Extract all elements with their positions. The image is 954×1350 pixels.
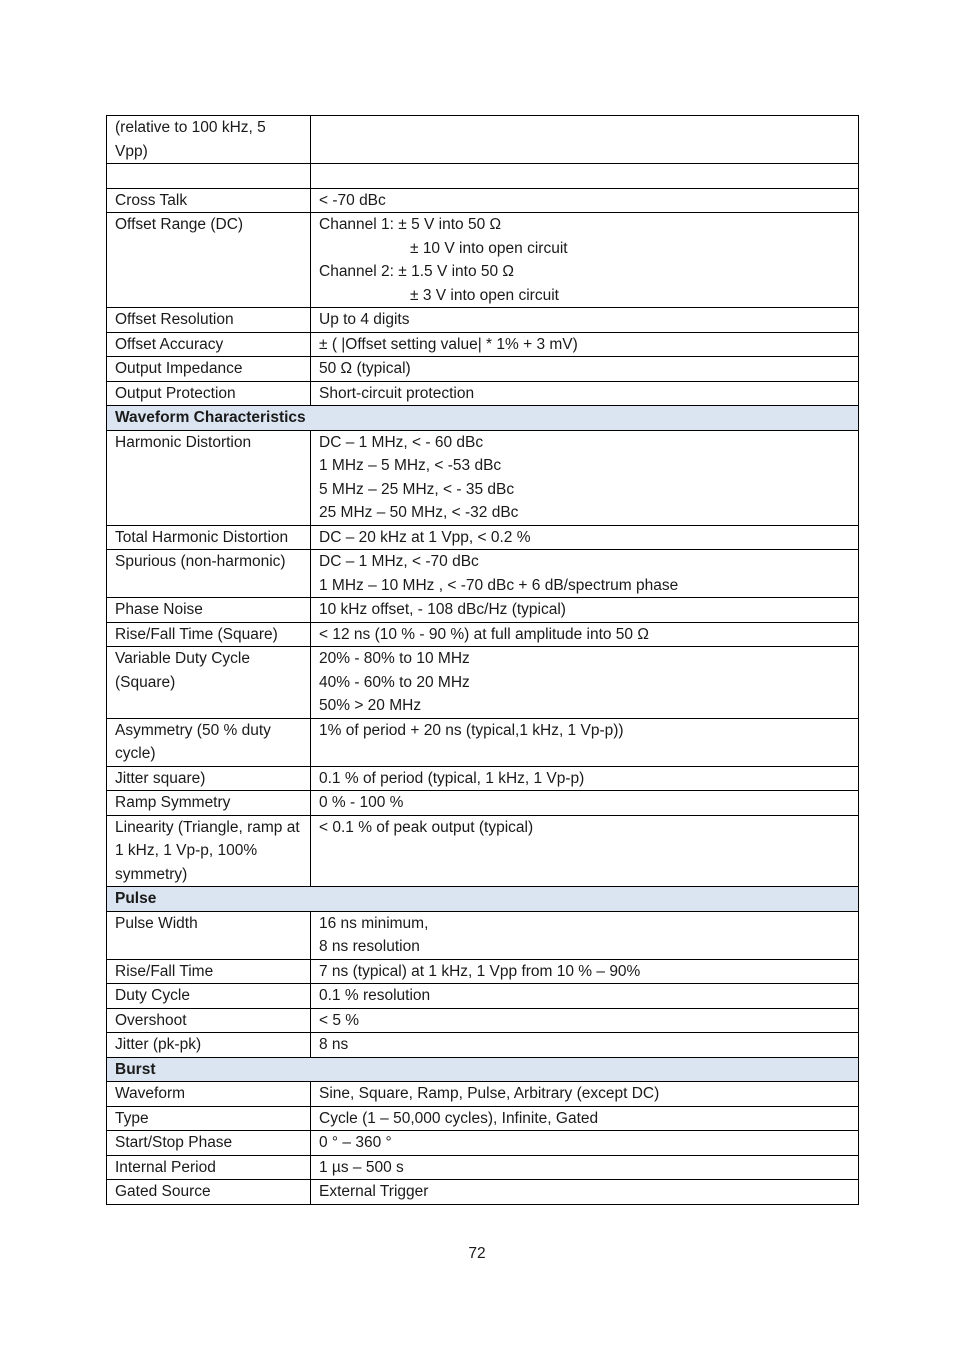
spec-value-line: 50 Ω (typical) (319, 360, 411, 377)
spec-label: Offset Range (DC) (107, 213, 311, 308)
spec-value-line: ± 3 V into open circuit (410, 286, 559, 304)
spec-label: Asymmetry (50 % duty cycle) (107, 718, 311, 766)
table-row (107, 1180, 859, 1205)
spec-label: Type (107, 1106, 311, 1131)
spec-value (311, 550, 859, 598)
spec-label: Total Harmonic Distortion (107, 525, 311, 550)
table-row (107, 1155, 859, 1180)
table-row (107, 357, 859, 382)
spec-value-line: Channel 1: ± 5 V into 50 Ω (319, 216, 502, 233)
table-row (107, 647, 859, 719)
spec-value-line: 50% > 20 MHz (319, 697, 422, 714)
spec-label (107, 164, 311, 189)
spec-value (311, 766, 859, 791)
table-row (107, 164, 859, 189)
spec-value (311, 1131, 859, 1156)
spec-value-line: ± 10 V into open circuit (410, 239, 568, 257)
spec-value (311, 430, 859, 525)
section-title: Waveform Characteristics (107, 406, 859, 431)
spec-value (311, 647, 859, 719)
spec-label: Start/Stop Phase (107, 1131, 311, 1156)
spec-value (311, 911, 859, 959)
table-row (107, 381, 859, 406)
spec-label: Pulse Width (107, 911, 311, 959)
spec-value (311, 213, 859, 308)
spec-value (311, 332, 859, 357)
spec-value-line: < 12 ns (10 % - 90 %) at full amplitude into 50 Ω (319, 625, 649, 643)
spec-value (311, 622, 859, 647)
table-row (107, 791, 859, 816)
spec-label: Waveform (107, 1082, 311, 1107)
spec-label: (relative to 100 kHz, 5 Vpp) (107, 116, 311, 164)
spec-value-line: < 0.1 % of peak output (typical) (319, 818, 534, 836)
table-row (107, 550, 859, 598)
spec-label: Ramp Symmetry (107, 791, 311, 816)
spec-value (311, 308, 859, 333)
spec-value (311, 164, 859, 189)
spec-value-line: ± ( |Offset setting value| * 1% + 3 mV) (319, 335, 578, 353)
spec-value (311, 357, 859, 382)
section-title: Burst (107, 1057, 859, 1082)
spec-label: Output Protection (107, 381, 311, 406)
spec-value-line: 20% - 80% to 10 MHz (319, 650, 470, 667)
spec-value-line: 1 MHz – 10 MHz , < -70 dBc + 6 dB/spectrum phase (319, 576, 679, 594)
spec-value-line: Channel 2: ± 1.5 V into 50 Ω (319, 263, 515, 280)
table-row (107, 622, 859, 647)
spec-value-line: Cycle (1 – 50,000 cycles), Infinite, Gated (319, 1109, 599, 1127)
table-row (107, 1033, 859, 1058)
spec-value (311, 959, 859, 984)
table-row (107, 308, 859, 333)
spec-value-line: 10 kHz offset, - 108 dBc/Hz (typical) (319, 601, 566, 618)
spec-value (311, 525, 859, 550)
table-row (107, 525, 859, 550)
spec-value-line: < 5 % (319, 1011, 360, 1029)
table-row (107, 911, 859, 959)
spec-value-line: 5 MHz – 25 MHz, < - 35 dBc (319, 480, 515, 498)
spec-value (311, 1155, 859, 1180)
spec-label: Gated Source (107, 1180, 311, 1205)
spec-value (311, 598, 859, 623)
section-header-row (107, 1057, 859, 1082)
spec-value-line: 0 ° – 360 ° (319, 1134, 392, 1151)
spec-value-line: 1% of period + 20 ns (typical,1 kHz, 1 Vp-p)) (319, 721, 624, 739)
spec-table (106, 115, 859, 1205)
spec-value-line: 0.1 % of period (typical, 1 kHz, 1 Vp-p) (319, 769, 585, 787)
spec-value-line: 7 ns (typical) at 1 kHz, 1 Vpp from 10 % – 90% (319, 962, 641, 980)
table-row (107, 815, 859, 887)
spec-label: Output Impedance (107, 357, 311, 382)
spec-value (311, 718, 859, 766)
spec-value-line: < -70 dBc (319, 191, 386, 209)
table-row (107, 598, 859, 623)
spec-label: Rise/Fall Time (107, 959, 311, 984)
section-header-row (107, 887, 859, 912)
table-row (107, 213, 859, 308)
spec-value (311, 188, 859, 213)
table-row (107, 1008, 859, 1033)
spec-value-line: DC – 20 kHz at 1 Vpp, < 0.2 % (319, 528, 531, 546)
spec-value-line: 40% - 60% to 20 MHz (319, 673, 470, 691)
section-title: Pulse (107, 887, 859, 912)
spec-value (311, 1180, 859, 1205)
spec-table-body (107, 116, 859, 1205)
spec-label: Offset Resolution (107, 308, 311, 333)
spec-value-line: 0 % - 100 % (319, 794, 404, 811)
spec-value (311, 1033, 859, 1058)
spec-value (311, 1106, 859, 1131)
spec-value-line: Short-circuit protection (319, 384, 475, 402)
table-row (107, 1106, 859, 1131)
spec-value-line: DC – 1 MHz, < - 60 dBc (319, 433, 484, 451)
table-row (107, 116, 859, 164)
table-row (107, 1131, 859, 1156)
spec-value (311, 381, 859, 406)
spec-value (311, 984, 859, 1009)
spec-value (311, 815, 859, 887)
spec-label: Internal Period (107, 1155, 311, 1180)
page-number: 72 (468, 1245, 486, 1262)
spec-label: Harmonic Distortion (107, 430, 311, 525)
spec-value-line: 16 ns minimum, (319, 914, 429, 932)
table-row (107, 959, 859, 984)
spec-label: Phase Noise (107, 598, 311, 623)
table-row (107, 430, 859, 525)
table-row (107, 1082, 859, 1107)
spec-label: Offset Accuracy (107, 332, 311, 357)
spec-value-line: 8 ns resolution (319, 938, 420, 955)
table-row (107, 332, 859, 357)
spec-value-line: 25 MHz – 50 MHz, < -32 dBc (319, 504, 519, 521)
spec-value-line: 1 MHz – 5 MHz, < -53 dBc (319, 457, 502, 474)
spec-label: Spurious (non-harmonic) (107, 550, 311, 598)
section-header-row (107, 406, 859, 431)
table-row (107, 984, 859, 1009)
spec-value-line: 1 µs – 500 s (319, 1158, 404, 1176)
spec-value-line: Up to 4 digits (319, 311, 410, 328)
spec-value-line: Sine, Square, Ramp, Pulse, Arbitrary (except DC) (319, 1085, 660, 1102)
spec-value (311, 1082, 859, 1107)
spec-value (311, 1008, 859, 1033)
spec-label: Linearity (Triangle, ramp at 1 kHz, 1 Vp-p, 100% symmetry) (107, 815, 311, 887)
spec-value (311, 791, 859, 816)
spec-label: Variable Duty Cycle (Square) (107, 647, 311, 719)
spec-label: Duty Cycle (107, 984, 311, 1009)
spec-label: Rise/Fall Time (Square) (107, 622, 311, 647)
spec-label: Cross Talk (107, 188, 311, 213)
spec-value-line: 0.1 % resolution (319, 987, 431, 1004)
spec-label: Jitter (pk-pk) (107, 1033, 311, 1058)
table-row (107, 718, 859, 766)
spec-value (311, 116, 859, 164)
spec-value-line: DC – 1 MHz, < -70 dBc (319, 553, 479, 570)
table-row (107, 766, 859, 791)
spec-label: Jitter square) (107, 766, 311, 791)
spec-value-line: External Trigger (319, 1183, 429, 1200)
spec-value-line: 8 ns (319, 1036, 349, 1053)
spec-label: Overshoot (107, 1008, 311, 1033)
table-row (107, 188, 859, 213)
